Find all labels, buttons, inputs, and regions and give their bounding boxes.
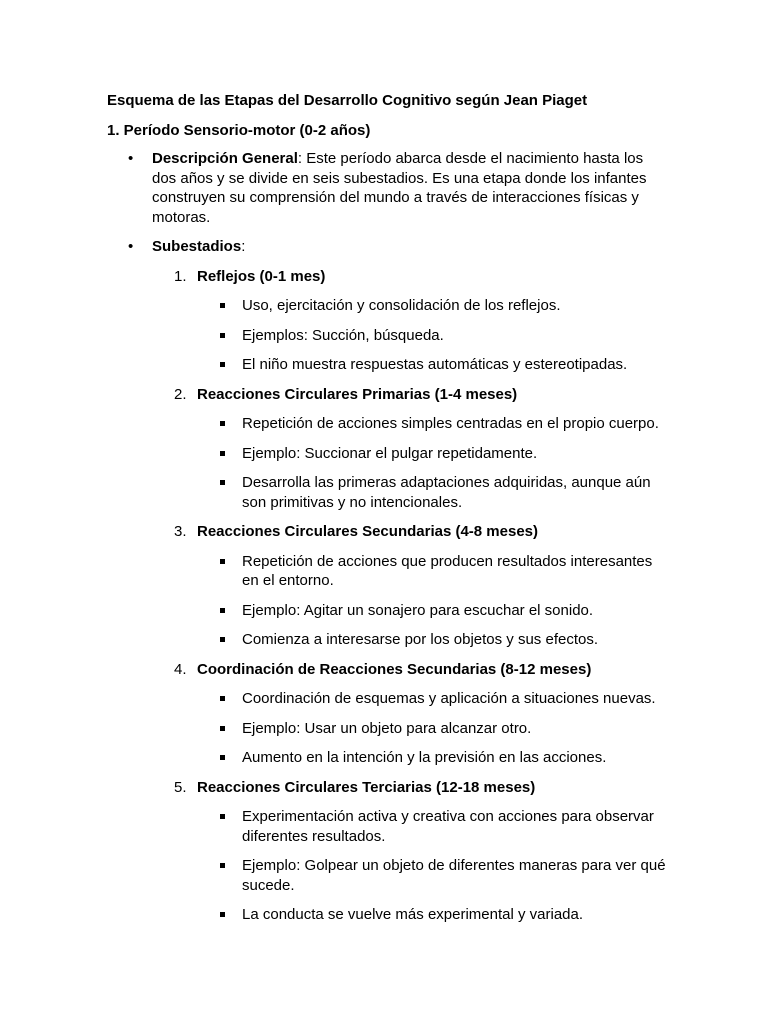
substage-details bbox=[197, 296, 667, 375]
document-body bbox=[107, 91, 667, 935]
detail-item bbox=[197, 326, 667, 346]
substage-details bbox=[197, 552, 667, 650]
substage-title: Reflejos (0-1 mes) bbox=[197, 267, 326, 285]
detail-text: Ejemplo: Agitar un sonajero para escuchar el sonido. bbox=[242, 601, 594, 619]
detail-text: Repetición de acciones simples centradas en el propio cuerpo. bbox=[242, 415, 659, 432]
substage-number: 2. bbox=[174, 385, 187, 403]
square-bullet-icon bbox=[220, 912, 225, 917]
substage-item bbox=[152, 660, 667, 768]
substage-title: Reacciones Circulares Secundarias (4-8 meses) bbox=[197, 523, 539, 540]
detail-text: Coordinación de esquemas y aplicación a situaciones nuevas. bbox=[242, 690, 656, 707]
bullet-dot-icon: • bbox=[128, 150, 134, 167]
square-bullet-icon bbox=[220, 559, 225, 564]
substage-item bbox=[152, 267, 667, 375]
detail-item bbox=[197, 296, 667, 316]
substage-number: 4. bbox=[174, 660, 187, 678]
detail-text: Repetición de acciones que producen resultados interesantes en el entorno. bbox=[242, 552, 653, 589]
detail-item bbox=[197, 856, 667, 895]
substage-item bbox=[152, 522, 667, 650]
detail-text: Ejemplo: Golpear un objeto de diferentes maneras para ver qué sucede. bbox=[242, 857, 666, 894]
detail-text: Ejemplo: Usar un objeto para alcanzar otro. bbox=[242, 719, 532, 737]
substage-details bbox=[197, 414, 667, 512]
description-label: Descripción General bbox=[152, 150, 298, 167]
detail-item bbox=[197, 630, 667, 650]
square-bullet-icon bbox=[220, 726, 225, 731]
detail-item bbox=[197, 905, 667, 925]
substage-item bbox=[152, 778, 667, 925]
detail-text: La conducta se vuelve más experimental y variada. bbox=[242, 906, 584, 923]
square-bullet-icon bbox=[220, 480, 225, 485]
substage-number: 3. bbox=[174, 523, 187, 540]
square-bullet-icon bbox=[220, 696, 225, 701]
substage-number: 5. bbox=[174, 778, 187, 796]
substage-item bbox=[152, 385, 667, 513]
detail-item bbox=[197, 444, 667, 464]
substage-details bbox=[197, 689, 667, 768]
square-bullet-icon bbox=[220, 637, 225, 642]
detail-text: Ejemplos: Succión, búsqueda. bbox=[242, 326, 444, 344]
detail-text: Comienza a interesarse por los objetos y sus efectos. bbox=[242, 631, 599, 648]
detail-text: Experimentación activa y creativa con acciones para observar diferentes resultados. bbox=[242, 808, 654, 845]
square-bullet-icon bbox=[220, 451, 225, 456]
document-title: Esquema de las Etapas del Desarrollo Cognitivo según Jean Piaget bbox=[107, 92, 588, 109]
detail-item bbox=[197, 355, 667, 375]
detail-text: Ejemplo: Succionar el pulgar repetidamente. bbox=[242, 444, 538, 462]
square-bullet-icon bbox=[220, 421, 225, 426]
square-bullet-icon bbox=[220, 755, 225, 760]
square-bullet-icon bbox=[220, 333, 225, 338]
detail-text: Uso, ejercitación y consolidación de los reflejos. bbox=[242, 297, 561, 314]
square-bullet-icon bbox=[220, 362, 225, 367]
substages-label: Subestadios bbox=[152, 238, 242, 255]
section-list bbox=[107, 149, 667, 925]
square-bullet-icon bbox=[220, 303, 225, 308]
detail-text: Desarrolla las primeras adaptaciones adquiridas, aunque aún son primitivas y no intencionales. bbox=[242, 474, 651, 511]
square-bullet-icon bbox=[220, 814, 225, 819]
detail-item bbox=[197, 601, 667, 621]
substages-label-colon: : bbox=[241, 238, 246, 255]
detail-item bbox=[197, 719, 667, 739]
substages-item bbox=[107, 237, 667, 925]
substage-title: Coordinación de Reacciones Secundarias (8-12 meses) bbox=[197, 660, 592, 678]
detail-item bbox=[197, 414, 667, 434]
square-bullet-icon bbox=[220, 863, 225, 868]
detail-item bbox=[197, 473, 667, 512]
section-heading: 1. Período Sensorio-motor (0-2 años) bbox=[107, 121, 371, 139]
description-text: : Este período abarca desde el nacimiento hasta los dos años y se divide en seis subestadios. Es una etapa donde los infantes construyen su comprensión del mundo a través de interacciones físicas y motoras. bbox=[152, 150, 647, 226]
substage-title: Reacciones Circulares Primarias (1-4 meses) bbox=[197, 385, 518, 403]
description-item bbox=[107, 149, 667, 227]
detail-item bbox=[197, 807, 667, 846]
bullet-dot-icon: • bbox=[128, 238, 134, 255]
detail-item bbox=[197, 748, 667, 768]
substage-title: Reacciones Circulares Terciarias (12-18 meses) bbox=[197, 778, 536, 796]
detail-text: El niño muestra respuestas automáticas y estereotipadas. bbox=[242, 356, 628, 373]
substages-list bbox=[152, 267, 667, 925]
detail-text: Aumento en la intención y la previsión en las acciones. bbox=[242, 749, 607, 766]
detail-item bbox=[197, 689, 667, 709]
square-bullet-icon bbox=[220, 608, 225, 613]
substage-number: 1. bbox=[174, 267, 187, 285]
detail-item bbox=[197, 552, 667, 591]
substage-details bbox=[197, 807, 667, 925]
